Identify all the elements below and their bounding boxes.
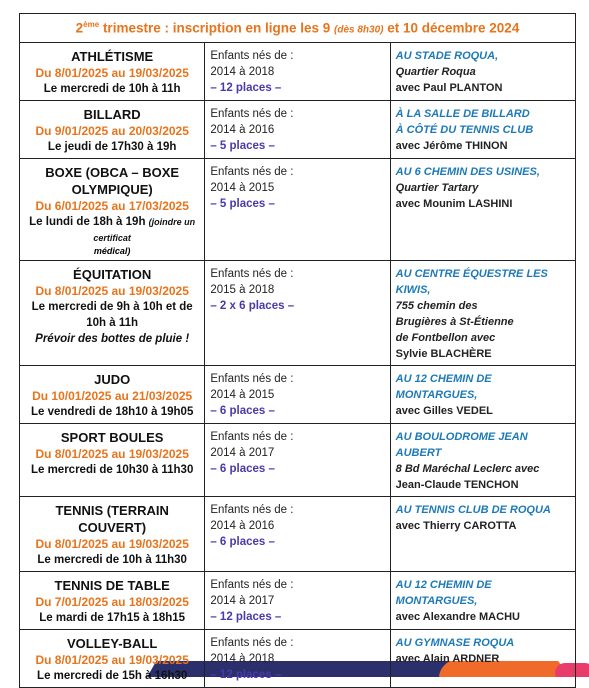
activity-schedule: [25, 552, 199, 568]
table-row: [20, 42, 576, 100]
eligibility-cell: [205, 629, 390, 687]
venue-name-line: AU BOULODROME JEAN AUBERT: [395, 430, 528, 459]
header-row: [20, 14, 576, 43]
coach-name: avec Alexandre MACHU: [395, 610, 520, 623]
activity-cell: [20, 571, 205, 629]
venue-address-line: 8 Bd Maréchal Leclerc avec: [395, 462, 540, 475]
eligibility-cell: [205, 158, 390, 260]
venue-cell: [390, 496, 575, 571]
venue-address-line: de Fontbellon avec: [395, 331, 496, 344]
born-label: Enfants nés de :: [210, 165, 294, 178]
activity-name: SPORT BOULES: [60, 429, 164, 445]
table-row: [20, 260, 576, 365]
activity-schedule: [25, 81, 199, 97]
eligibility-cell: [205, 100, 390, 158]
venue-cell: [390, 158, 575, 260]
schedule-note: (joindre un certificat: [93, 216, 196, 243]
activity-dates: Du 10/01/2025 au 21/03/2025: [32, 388, 193, 403]
coach-name: avec Gilles VEDEL: [395, 404, 493, 417]
places-count: – 6 places –: [210, 535, 275, 548]
coach-name: avec Alain ARDNER: [395, 652, 500, 665]
coach-name: avec Jérôme THINON: [395, 139, 508, 152]
venue-address-line: 755 chemin des: [395, 299, 478, 312]
schedule-text: Le mercredi de 15h à 16h30: [37, 669, 188, 682]
schedule-text: Le mercredi de 10h à 11h: [43, 82, 181, 95]
born-years: 2014 à 2016: [210, 519, 275, 532]
activity-name: TENNIS (TERRAIN COUVERT): [55, 502, 169, 535]
header-italic: (dès 8h30): [334, 24, 384, 36]
eligibility-cell: [205, 365, 390, 423]
born-label: Enfants nés de :: [210, 636, 294, 649]
venue-name-line: AU 12 CHEMIN DE: [395, 372, 492, 385]
table-row: [20, 365, 576, 423]
places-count: – 6 places –: [210, 462, 275, 475]
coach-name: avec Mounim LASHINI: [395, 197, 513, 210]
activity-dates: Du 8/01/2025 au 19/03/2025: [35, 283, 189, 298]
places-count: – 2 x 6 places –: [210, 299, 295, 312]
born-label: Enfants nés de :: [210, 267, 294, 280]
activity-dates: Du 8/01/2025 au 19/03/2025: [35, 446, 189, 461]
coach-name: Sylvie BLACHÈRE: [395, 347, 492, 360]
born-years: 2014 à 2015: [210, 181, 275, 194]
schedule-note-line2: médical): [93, 245, 131, 256]
born-label: Enfants nés de :: [210, 503, 294, 516]
venue-name-line: MONTARGUES,: [395, 594, 478, 607]
schedule-text: Le vendredi de 18h10 à 19h05: [30, 405, 194, 418]
venue-address-line: Quartier Tartary: [395, 181, 479, 194]
venue-name-line: À LA SALLE DE BILLARD: [395, 107, 530, 120]
venue-cell: [390, 42, 575, 100]
activity-dates: Du 8/01/2025 au 19/03/2025: [35, 65, 189, 80]
activity-extra-note: Prévoir des bottes de pluie !: [35, 332, 190, 345]
venue-cell: [390, 260, 575, 365]
venue-name-line: AU 6 CHEMIN DES USINES,: [395, 165, 540, 178]
born-years: 2014 à 2017: [210, 446, 275, 459]
coach-name: Jean-Claude TENCHON: [395, 478, 519, 491]
venue-cell: [390, 365, 575, 423]
activity-schedule: [25, 299, 199, 331]
activity-cell: [20, 496, 205, 571]
table-row: [20, 423, 576, 496]
coach-name: avec Paul PLANTON: [395, 81, 503, 94]
born-years: 2014 à 2017: [210, 594, 275, 607]
activity-name: JUDO: [94, 371, 131, 387]
header-text-1: trimestre : inscription en ligne les 9: [99, 20, 335, 36]
schedule-text: Le mercredi de 10h30 à 11h30: [30, 463, 194, 476]
born-years: 2015 à 2018: [210, 283, 275, 296]
activity-schedule: [25, 404, 199, 420]
table-row: [20, 496, 576, 571]
activities-table: [19, 13, 576, 688]
schedule-text: Le mardi de 17h15 à 18h15: [39, 611, 186, 624]
registration-header: [20, 14, 576, 43]
activity-schedule: [25, 462, 199, 478]
venue-address-line: Quartier Roqua: [395, 65, 476, 78]
activity-name: VOLLEY-BALL: [67, 635, 158, 651]
venue-cell: [390, 100, 575, 158]
schedule-text: Le jeudi de 17h30 à 19h: [47, 140, 177, 153]
venue-name-line: AU TENNIS CLUB DE ROQUA: [395, 503, 551, 516]
activity-schedule: [25, 668, 199, 684]
schedule-text: Le lundi de 18h à 19h: [29, 215, 146, 228]
venue-cell: [390, 571, 575, 629]
activity-cell: [20, 100, 205, 158]
born-years: 2014 à 2015: [210, 388, 275, 401]
eligibility-cell: [205, 260, 390, 365]
activity-name: BILLARD: [83, 106, 141, 122]
activity-schedule: [25, 214, 199, 246]
venue-address-line: Brugières à St-Étienne: [395, 315, 514, 328]
eligibility-cell: [205, 496, 390, 571]
places-count: – 12 places –: [210, 81, 282, 94]
born-label: Enfants nés de :: [210, 372, 294, 385]
places-count: – 12 places –: [210, 668, 282, 681]
header-text-2: et 10 décembre 2024: [383, 20, 520, 36]
schedule-text: Le mercredi de 10h à 11h30: [37, 553, 187, 566]
coach-name: avec Thierry CAROTTA: [395, 519, 517, 532]
activity-schedule: [25, 610, 199, 626]
activity-name: TENNIS DE TABLE: [54, 577, 170, 593]
header-prefix: 2: [75, 20, 84, 36]
activity-cell: [20, 423, 205, 496]
venue-name-line: AU CENTRE ÉQUESTRE LES KIWIS,: [395, 267, 548, 296]
places-count: – 12 places –: [210, 610, 282, 623]
table-row: [20, 571, 576, 629]
table-row: [20, 629, 576, 687]
born-years: 2014 à 2018: [210, 652, 275, 665]
venue-name-line: À CÔTÉ DU TENNIS CLUB: [395, 123, 534, 136]
born-label: Enfants nés de :: [210, 578, 294, 591]
places-count: – 6 places –: [210, 404, 275, 417]
activity-dates: Du 7/01/2025 au 18/03/2025: [35, 594, 189, 609]
activity-cell: [20, 158, 205, 260]
activity-dates: Du 8/01/2025 au 19/03/2025: [35, 536, 189, 551]
places-count: – 5 places –: [210, 139, 275, 152]
born-label: Enfants nés de :: [210, 107, 294, 120]
schedule-text: Le mercredi de 9h à 10h et de 10h à 11h: [31, 300, 193, 329]
born-label: Enfants nés de :: [210, 49, 294, 62]
activity-name: ATHLÉTISME: [71, 48, 154, 64]
venue-name-line: MONTARGUES,: [395, 388, 478, 401]
activity-dates: Du 9/01/2025 au 20/03/2025: [35, 123, 189, 138]
table-row: [20, 158, 576, 260]
activity-cell: [20, 260, 205, 365]
venue-name-line: AU 12 CHEMIN DE: [395, 578, 492, 591]
venue-cell: [390, 423, 575, 496]
activity-dates: Du 8/01/2025 au 19/03/2025: [35, 652, 189, 667]
activity-cell: [20, 365, 205, 423]
eligibility-cell: [205, 423, 390, 496]
places-count: – 5 places –: [210, 197, 275, 210]
eligibility-cell: [205, 42, 390, 100]
table-row: [20, 100, 576, 158]
activity-dates: Du 6/01/2025 au 17/03/2025: [35, 198, 189, 213]
venue-name-line: AU STADE ROQUA,: [395, 49, 499, 62]
born-years: 2014 à 2018: [210, 65, 275, 78]
activity-schedule: [25, 139, 199, 155]
activity-cell: [20, 629, 205, 687]
header-sup: ème: [83, 20, 100, 29]
venue-cell: [390, 629, 575, 687]
activity-name: ÉQUITATION: [73, 266, 152, 282]
born-years: 2014 à 2016: [210, 123, 275, 136]
born-label: Enfants nés de :: [210, 430, 294, 443]
venue-name-line: AU GYMNASE ROQUA: [395, 636, 515, 649]
activity-cell: [20, 42, 205, 100]
activity-name: BOXE (OBCA – BOXE OLYMPIQUE): [45, 164, 180, 197]
eligibility-cell: [205, 571, 390, 629]
